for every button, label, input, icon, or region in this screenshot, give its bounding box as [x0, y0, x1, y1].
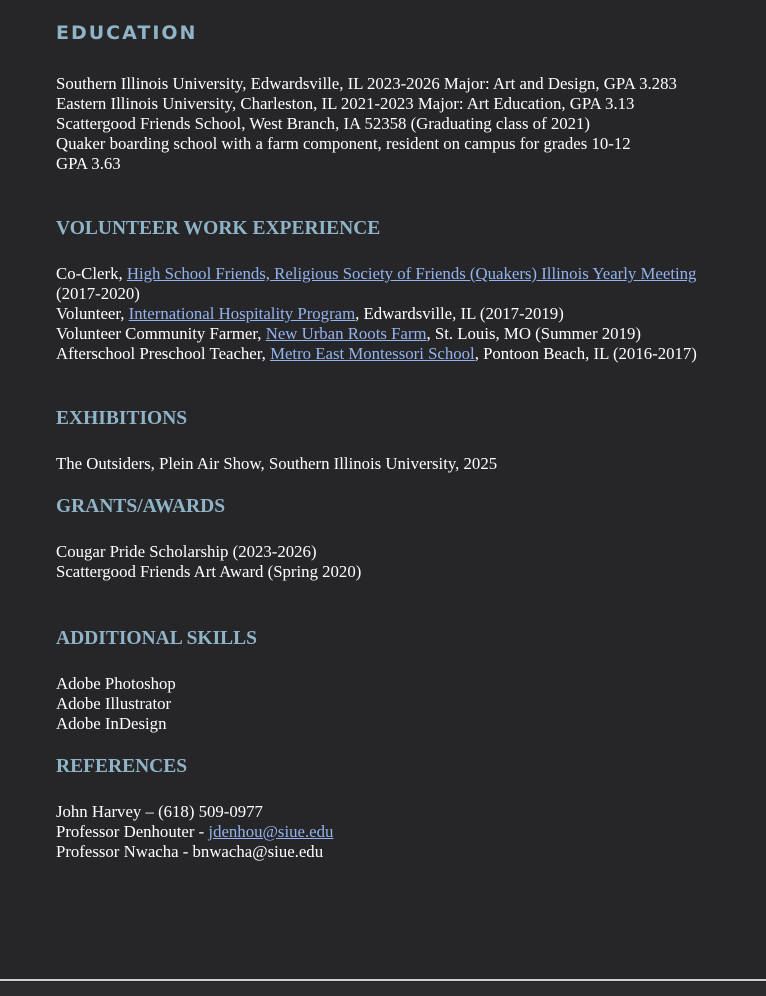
reference-2-email-link[interactable]: jdenhou@siue.edu [208, 822, 334, 841]
volunteer-item-1-role: Co-Clerk, [56, 264, 127, 283]
reference-line-3: Professor Nwacha - bnwacha@siue.edu [56, 842, 324, 861]
skills-section [56, 674, 706, 734]
education-line-3: Scattergood Friends School, West Branch, IA 52358 (Graduating class of 2021) [56, 114, 591, 133]
education-line-2: Eastern Illinois University, Charleston, IL 2021-2023 Major: Art Education, GPA 3.13 [56, 94, 635, 113]
volunteer-item-4-link[interactable]: Metro East Montessori School [270, 344, 475, 363]
volunteer-item-4-dates: , Pontoon Beach, IL (2016-2017) [474, 344, 697, 363]
exhibitions-line-1: The Outsiders, Plein Air Show, Southern Illinois University, 2025 [56, 454, 498, 473]
volunteer-item-2-link[interactable]: International Hospitality Program [128, 304, 356, 323]
volunteer-item-2 [56, 304, 706, 324]
skills-heading: ADDITIONAL SKILLS [56, 628, 258, 649]
grants-line-2: Scattergood Friends Art Award (Spring 2020) [56, 562, 362, 581]
references-section [56, 802, 706, 862]
skills-line-2: Adobe Illustrator [56, 694, 172, 713]
skills-line-3: Adobe InDesign [56, 714, 167, 733]
reference-2-name: Professor Denhouter - [56, 822, 209, 841]
page-divider [0, 979, 766, 981]
volunteer-item-1-dates: (2017-2020) [56, 284, 140, 303]
volunteer-item-1 [56, 264, 706, 304]
volunteer-item-4-role: Afterschool Preschool Teacher, [56, 344, 271, 363]
volunteer-heading: VOLUNTEER WORK EXPERIENCE [56, 218, 381, 239]
grants-heading: GRANTS/AWARDS [56, 496, 226, 517]
volunteer-item-3 [56, 324, 706, 344]
bottom-bar [0, 982, 766, 996]
volunteer-item-3-role: Volunteer Community Farmer, [56, 324, 266, 343]
education-heading: EDUCATION [56, 22, 198, 44]
volunteer-item-2-role: Volunteer, [56, 304, 129, 323]
education-line-4: Quaker boarding school with a farm component, resident on campus for grades 10-12 [56, 134, 631, 153]
references-heading: REFERENCES [56, 756, 188, 777]
reference-line-2 [56, 822, 706, 842]
education-line-5: GPA 3.63 [56, 154, 121, 173]
education-section [56, 74, 706, 174]
volunteer-item-1-link[interactable]: High School Friends, Religious Society of Friends (Quakers) Illinois Yearly Meeting [126, 264, 697, 283]
education-line-1: Southern Illinois University, Edwardsville, IL 2023-2026 Major: Art and Design, GPA 3.283 [56, 74, 677, 93]
skills-line-1: Adobe Photoshop [56, 674, 176, 693]
volunteer-section [56, 264, 706, 364]
exhibitions-heading: EXHIBITIONS [56, 408, 188, 429]
exhibitions-section [56, 454, 706, 474]
volunteer-item-2-dates: , Edwardsville, IL (2017-2019) [355, 304, 564, 323]
grants-line-1: Cougar Pride Scholarship (2023-2026) [56, 542, 317, 561]
volunteer-item-4 [56, 344, 706, 364]
grants-section [56, 542, 706, 582]
volunteer-item-3-dates: , St. Louis, MO (Summer 2019) [426, 324, 641, 343]
reference-line-1: John Harvey – (618) 509-0977 [56, 802, 263, 821]
volunteer-item-3-link[interactable]: New Urban Roots Farm [265, 324, 427, 343]
